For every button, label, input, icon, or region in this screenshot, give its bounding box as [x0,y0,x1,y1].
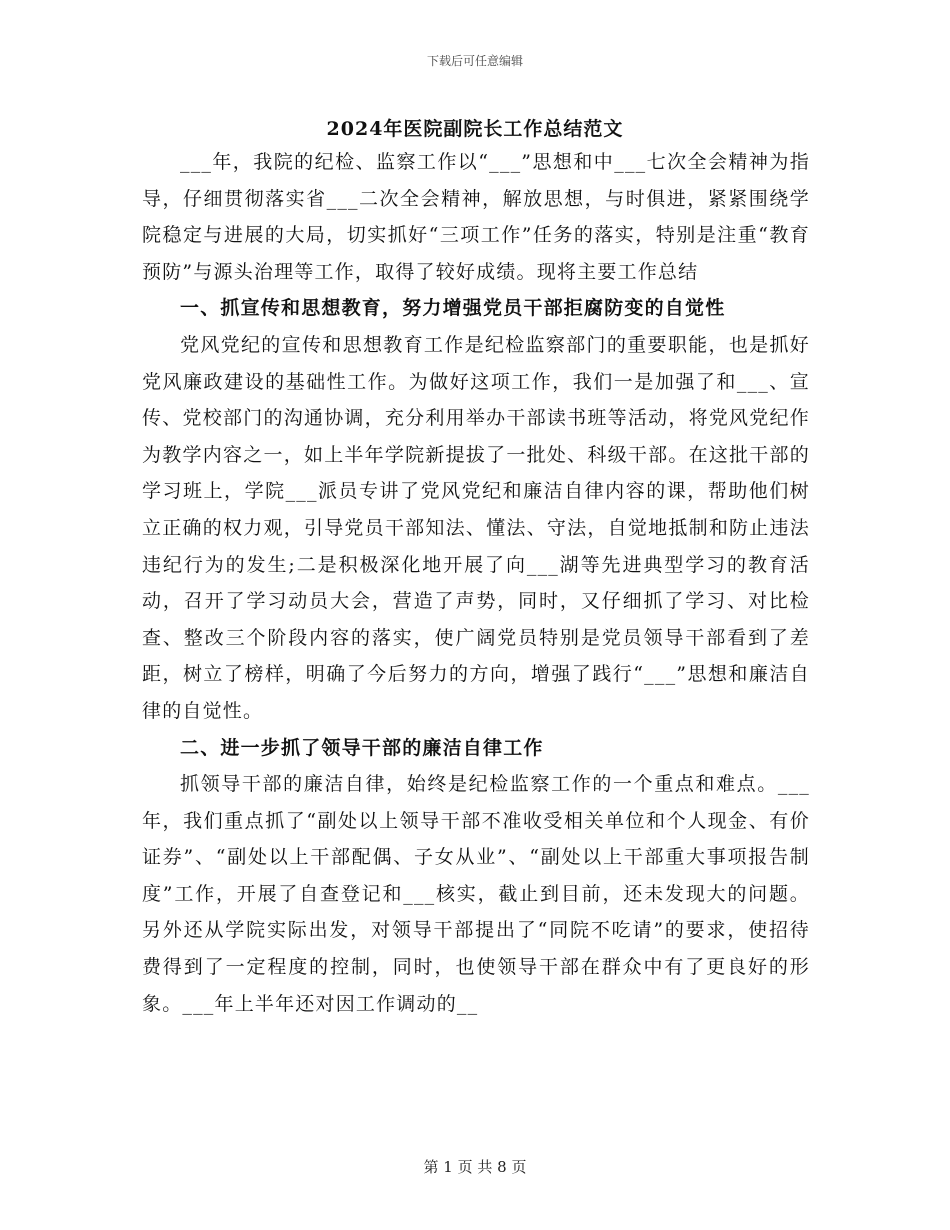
body-paragraph-2: 抓领导干部的廉洁自律，始终是纪检监察工作的一个重点和难点。___年，我们重点抓了“副处以上领导干部不准收受相关单位和个人现金、有价证券”、“副处以上干部配偶、子女从业”、“副处以上干部重大事项报告制度”工作，开展了自查登记和___核实，截止到目前，还未发现大的问题。另外还从学院实际出发，对领导干部提出了“同院不吃请”的要求，使招待费得到了一定程度的控制，同时，也使领导干部在群众中有了更良好的形象。___年上半年还对因工作调动的__ [142,773,810,1015]
page-footer: 第 1 页 共 8 页 [423,1158,527,1176]
body-paragraph-intro: ___年，我院的纪检、监察工作以“___”思想和中___七次全会精神为指导，仔细贯彻落实省___二次全会精神，解放思想，与时俱进，紧紧围绕学院稳定与进展的大局，切实抓好“三项工作”任务的落实，特别是注重“教育预防”与源头治理等工作，取得了较好成绩。现将主要工作总结 [142,151,810,283]
header-note: 下载后可任意编辑 [426,54,523,68]
document-body [142,144,810,1022]
body-paragraph-1: 党风党纪的宣传和思想教育工作是纪检监察部门的重要职能，也是抓好党风廉政建设的基础性工作。为做好这项工作，我们一是加强了和___、宣传、党校部门的沟通协调，充分利用举办干部读书班等活动，将党风党纪作为教学内容之一，如上半年学院新提拔了一批处、科级干部。在这批干部的学习班上，学院___派员专讲了党风党纪和廉洁自律内容的课，帮助他们树立正确的权力观，引导党员干部知法、懂法、守法，自觉地抵制和防止违法违纪行为的发生;二是积极深化地开展了向___湖等先进典型学习的教育活动，召开了学习动员大会，营造了声势，同时，又仔细抓了学习、对比检查、整改三个阶段内容的落实，使广阔党员特别是党员领导干部看到了差距，树立了榜样，明确了今后努力的方向，增强了践行“___”思想和廉洁自律的自觉性。 [142,333,810,722]
section-heading-2: 二、进一步抓了领导干部的廉洁自律工作 [180,736,544,759]
page-title: 2024年医院副院长工作总结范文 [326,118,624,140]
section-heading-1: 一、抓宣传和思想教育，努力增强党员干部拒腐防变的自觉性 [180,297,726,320]
